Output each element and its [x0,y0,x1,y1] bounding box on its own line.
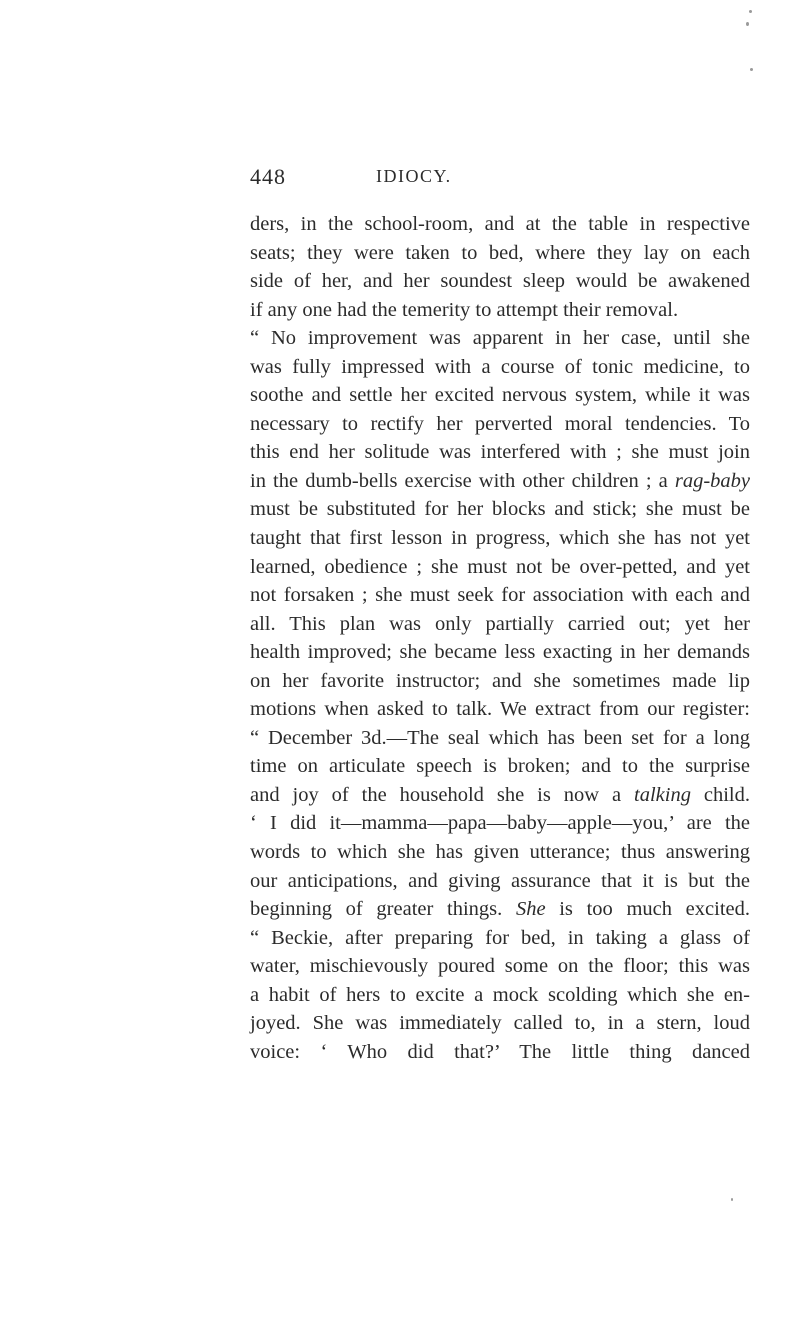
text-line: must be substituted for her blocks and stick; she must be [250,498,750,521]
print-speck [746,22,749,26]
page-header [250,164,750,194]
text-line: all. This plan was only partially carried out; yet her [250,612,750,635]
page-number: 448 [250,164,286,189]
text-line: learned, obedience ; she must not be over-petted, and yet [250,555,750,578]
text-line: ‘ I did it—mamma—papa—baby—apple—you,’ are the [250,812,750,835]
text-line: soothe and settle her excited nervous system, while it was [250,384,750,407]
text-line: beginning of greater things. She is too much excited. [250,898,750,921]
text-line: on her favorite instructor; and she sometimes made lip [250,669,750,692]
text-line: motions when asked to talk. We extract from our register: [250,698,750,721]
text-line: if any one had the temerity to attempt their removal. [250,298,679,321]
text-line: ders, in the school-room, and at the table in respective [250,213,750,235]
body-text [250,210,750,1066]
print-speck [750,68,753,71]
text-line: voice: ‘ Who did that?’ The little thing danced [250,1040,750,1063]
text-line: health improved; she became less exacting in her demands [250,641,750,664]
text-line: a habit of hers to excite a mock scolding which she en- [250,983,750,1006]
text-line: this end her solitude was interfered with ; she must join [250,441,750,464]
running-title: IDIOCY. [376,166,452,186]
text-line: not forsaken ; she must seek for association with each and [250,584,750,607]
text-line: water, mischievously poured some on the floor; this was [250,955,750,978]
text-line: was fully impressed with a course of tonic medicine, to [250,355,750,378]
text-line: in the dumb-bells exercise with other children ; a rag-baby [250,469,750,492]
text-line: and joy of the household she is now a talking child. [250,783,751,806]
print-speck [749,10,752,13]
text-line: taught that first lesson in progress, which she has not yet [250,527,750,550]
text-line: necessary to rectify her perverted moral tendencies. To [250,412,750,435]
text-line: “ December 3d.—The seal which has been set for a long [250,726,750,749]
text-line: “ Beckie, after preparing for bed, in taking a glass of [250,926,750,949]
text-line: side of her, and her soundest sleep would be awakened [250,270,750,293]
text-line: words to which she has given utterance; thus answering [250,841,750,864]
text-line: time on articulate speech is broken; and to the surprise [250,755,750,778]
text-line: “ No improvement was apparent in her case, until she [250,327,750,350]
print-speck [731,1198,733,1201]
text-line: seats; they were taken to bed, where they lay on each [250,241,750,264]
text-line: our anticipations, and giving assurance that it is but the [250,869,750,892]
text-line: joyed. She was immediately called to, in a stern, loud [250,1012,750,1035]
